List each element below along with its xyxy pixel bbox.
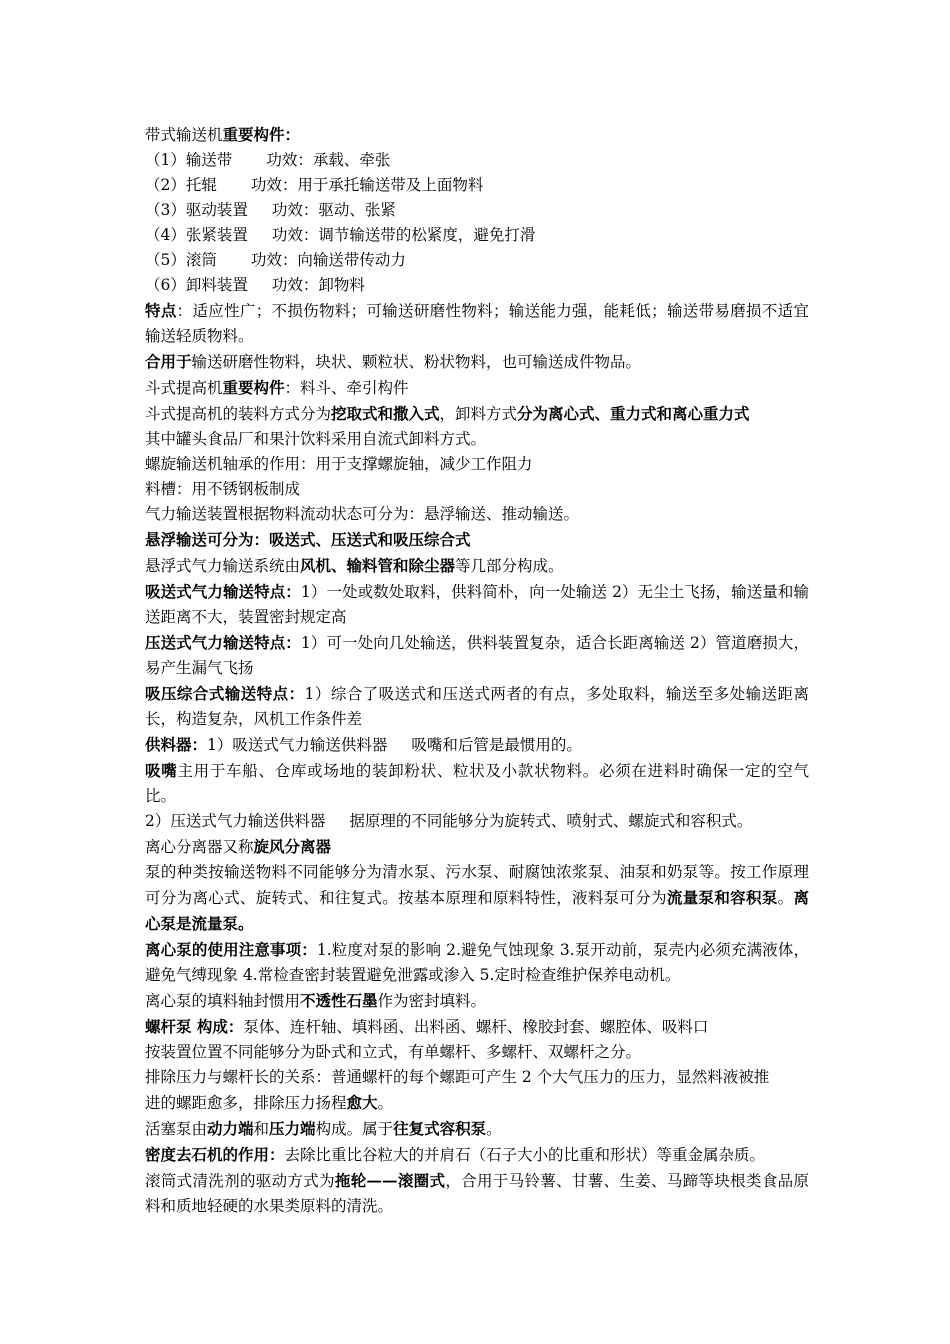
paragraph: 吸送式气力输送特点：1）一处或数处取料，供料简朴，向一处输送 2）无尘土飞扬，输送量和输送距离不大，装置密封规定高 [145,582,809,626]
paragraph: 特点：适应性广；不损伤物料；可输送研磨性物料；输送能力强，能耗低；输送带易磨损不适宜输送轻质物料。 [145,301,809,345]
paragraph: 压送式气力输送特点：1）可一处向几处输送，供料装置复杂，适合长距离输送 2）管道磨损大，易产生漏气飞扬 [145,633,809,677]
paragraph: 合用于输送研磨性物料，块状、颗粒状、粉状物料，也可输送成件物品。 [145,352,642,371]
paragraph: 斗式提高机的装料方式分为挖取式和撒入式，卸料方式分为离心式、重力式和离心重力式 其中罐头食品厂和果汁饮料采用自流式卸料方式。 [145,404,750,448]
text-line: （1）输送带 功效：承载、牵张 [145,151,391,169]
text-line: （2）托辊 功效：用于承托输送带及上面物料 [145,176,484,194]
text-line: （6）卸料装置 功效：卸物料 [145,276,365,294]
text-line: 离心泵的填料轴封惯用不透性石墨作为密封填料。 [145,991,487,1010]
text-line: 悬浮输送可分为：吸送式、压送式和吸压综合式 [145,530,471,549]
text-line: 密度去石机的作用：去除比重比谷粒大的并肩石（石子大小的比重和形状）等重金属杂质。 [145,1145,766,1164]
text-line: 气力输送装置根据物料流动状态可分为：悬浮输送、推动输送。 [145,505,580,523]
text-line: 斗式提高机重要构件：料斗、牵引构件 [145,378,409,397]
text-line: 离心分离器又称旋风分离器 [145,837,332,856]
text-line: 供料器：1）吸送式气力输送供料器 吸嘴和后管是最惯用的。 [145,735,582,754]
text-line: （4）张紧装置 功效：调节输送带的松紧度，避免打滑 [145,226,536,244]
text-line: 悬浮式气力输送系统由风机、输料管和除尘器等几部分构成。 [145,556,564,575]
text-line: （5）滚筒 功效：向输送带传动力 [145,251,406,269]
text-line: 料槽：用不锈钢板制成 [145,480,301,498]
document-page [145,122,809,1219]
paragraph: 吸嘴主用于车船、仓库或场地的装卸粉状、粒状及小款状物料。必须在进料时确保一定的空气比。 [145,761,809,805]
text-line: 螺杆泵 构成：泵体、连杆轴、填料函、出料函、螺杆、橡胶封套、螺腔体、吸料口 [145,1017,709,1036]
text-line: 活塞泵由动力端和压力端构成。属于往复式容积泵。 [145,1119,502,1138]
text-line: 按装置位置不同能够分为卧式和立式，有单螺杆、多螺杆、双螺杆之分。 [145,1043,642,1061]
paragraph: 吸压综合式输送特点：1）综合了吸送式和压送式两者的有点，多处取料，输送至多处输送距离长，构造复杂，风机工作条件差 [145,684,809,728]
text-line: 带式输送机重要构件： [145,125,301,144]
paragraph: 离心泵的使用注意事项：1.粒度对泵的影响 2.避免气蚀现象 3.泵开动前，泵壳内必须充满液体，避免气缚现象 4.常检查密封装置避免泄露或渗入 5.定时检查维护保养电动机。 [145,940,809,984]
paragraph: 滚筒式清洗剂的驱动方式为拖轮——滚圈式，合用于马铃薯、甘薯、生姜、马蹄等块根类食品原料和质地轻硬的水果类原料的清洗。 [145,1171,809,1215]
text-line: 进的螺距愈多，排除压力扬程愈大。 [145,1093,394,1112]
paragraph: 泵的种类按输送物料不同能够分为清水泵、污水泵、耐腐蚀浓浆泵、油泵和奶泵等。按工作原理可分为离心式、旋转式、和往复式。按基本原理和原料特性，液料泵可分为流量泵和容积泵。离心泵是流量泵。 [145,863,809,933]
text-line: （3）驱动装置 功效：驱动、张紧 [145,201,396,219]
text-line: 螺旋输送机轴承的作用：用于支撑螺旋轴，减少工作阻力 [145,455,533,473]
paragraph: 排除压力与螺杆长的关系：普通螺杆的每个螺距可产生 2 个大气压力的压力，显然料液被推 [145,1068,770,1086]
text-line: 2）压送式气力输送供料器 据原理的不同能够分为旋转式、喷射式、螺旋式和容积式。 [145,812,753,830]
